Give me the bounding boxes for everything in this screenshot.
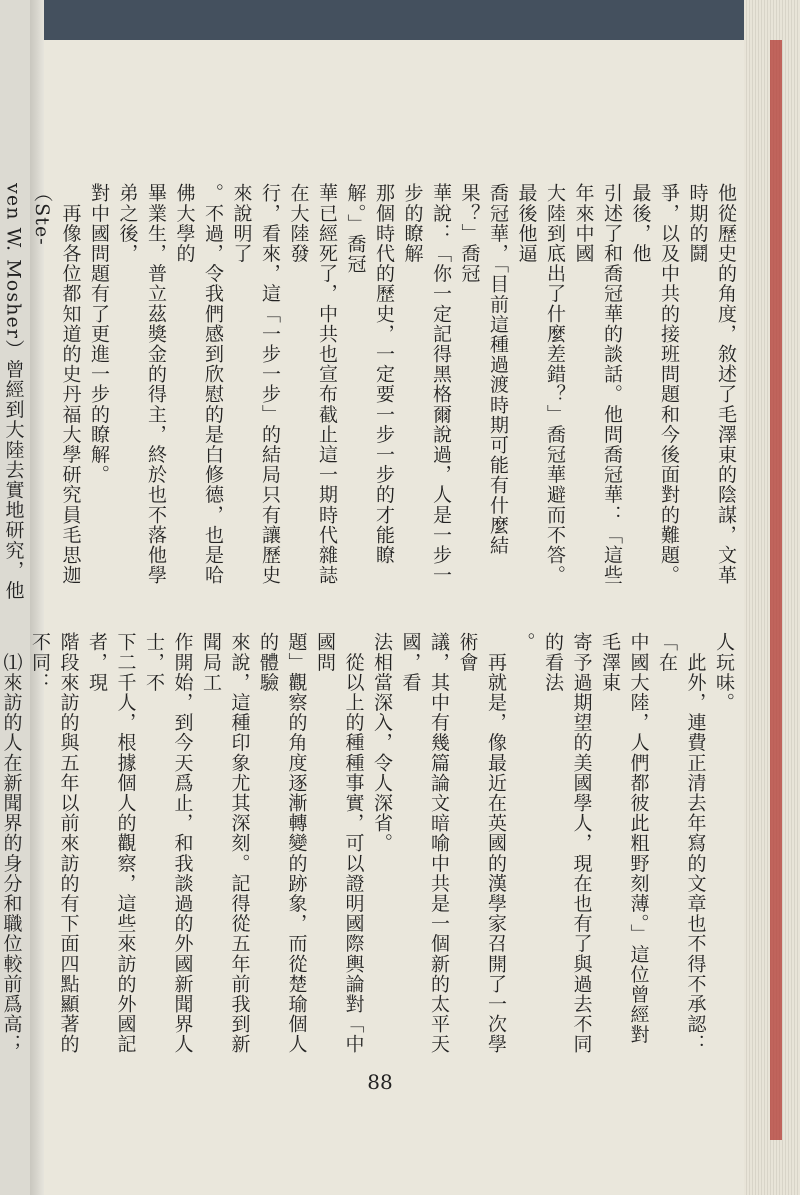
top-text-column: 他從歷史的角度，敘述了毛澤東的陰謀，文革時期的鬪 爭，以及中共的接班問題和今後面對的難題。最後，他 引述了和喬冠華的談話。他問喬冠華：「這些年來中國 大陸到底出了什麼差錯？」喬冠華避而不答。最後他逼 喬冠華，「目前這種過渡時期可能有什麼結果？」喬冠 華說：「你一定記得黑格爾說過，人是一步一步的瞭解 那個時代的歷史，一定要一步一步的才能瞭解。」喬冠 華已經死了，中共也宣布截止這一期時代雜誌在大陸發 行，看來，這「一步一步」的結局只有讓歷史來說明了 。不過，令我們感到欣慰的是白修德，也是哈佛大學的 畢業生，普立茲獎金的得主，終於也不落他學弟之後， 對中國問題有了更進一步的瞭解。 再像各位都知道的史丹福大學研究員毛思迦（Ste- ven W. Mosher）曾經到大陸去實地研究，他 bbox=[2, 183, 737, 601]
red-page-edge bbox=[770, 40, 782, 1140]
book-spine bbox=[30, 0, 44, 1195]
cover-edge bbox=[44, 0, 800, 40]
bottom-text-column: 人玩味。 此外，連費正清去年寫的文章也不得不承認：「在 中國大陸，人們都彼此粗野刻薄。」這位曾經對毛澤東 寄予過期望的美國學人，現在也有了與過去不同的看法 。 再就是，像最近在英國的漢學家召開了一次學術會 議，其中有幾篇論文暗喻中共是一個新的太平天國，看 法相當深入，令人深省。 從以上的種種事實，可以證明國際輿論對「中國問 題」觀察的角度逐漸轉變的跡象，而從楚瑜個人的體驗 來說，這種印象尤其深刻。記得從五年前我到新聞局工 作開始，到今天爲止，和我談過的外國新聞界人士，不 下二千人，根據個人的觀察，這些來訪的外國記者，現 階段來訪的與五年以前來訪的有下面四點顯著的不同： ⑴來訪的人在新聞界的身分和職位較前爲高； bbox=[0, 632, 735, 1055]
page-number: 88 bbox=[367, 1070, 393, 1094]
